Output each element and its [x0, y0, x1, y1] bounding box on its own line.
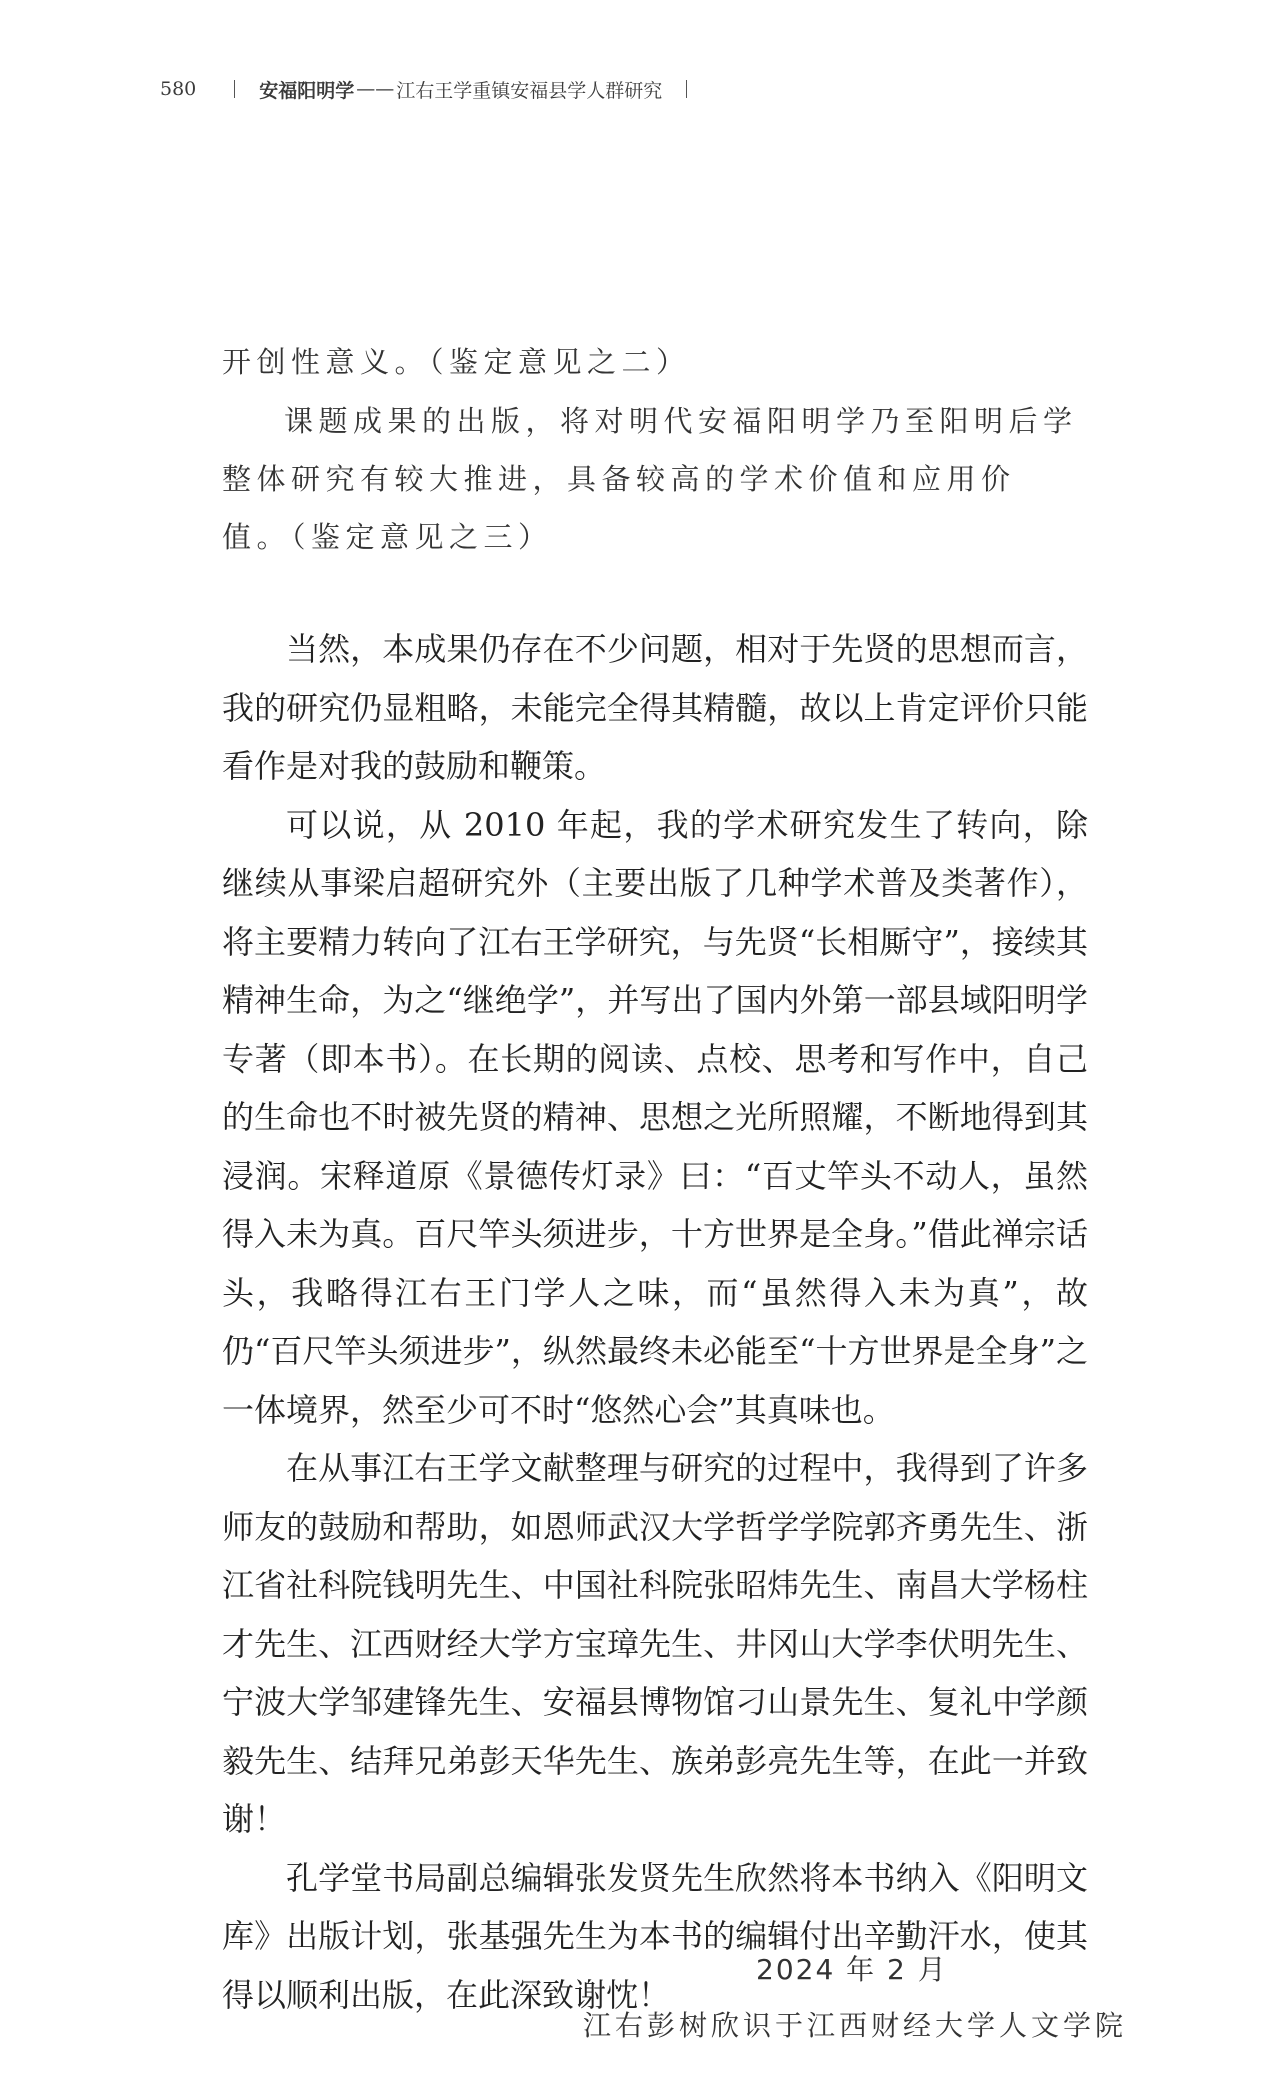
- paragraph-acknowledgements: 在从事江右王学文献整理与研究的过程中，我得到了许多师友的鼓励和帮助，如恩师武汉大学哲学学院郭齐勇先生、浙江省社科院钱明先生、中国社科院张昭炜先生、南昌大学杨柱才先生、江西财经大学方宝璋先生、井冈山大学李伏明先生、宁波大学邹建锋先生、安福县博物馆刁山景先生、复礼中学颜毅先生、结拜兄弟彭天华先生、族弟彭亮先生等，在此一并致谢！: [222, 1449, 1088, 1838]
- page-number: 580: [160, 78, 197, 100]
- paragraph-research-turn: 可以说，从 2010 年起，我的学术研究发生了转向，除继续从事梁启超研究外（主要出版了几种学术普及类著作），将主要精力转向了江右王学研究，与先贤“长相厮守”，接续其精神生命，为之“继绝学”，并写出了国内外第一部县域阳明学专著（即本书）。在长期的阅读、点校、思考和写作中，自己的生命也不时被先贤的精神、思想之光所照耀，不断地得到其浸润。宋释道原《景德传灯录》曰：“百丈竿头不动人，虽然得入未为真。百尺竿头须进步，十方世界是全身。”借此禅宗话头，我略得江右王门学人之味，而“虽然得入未为真”，故仍“百尺竿头须进步”，纵然最终未必能至“十方世界是全身”之一体境界，然至少可不时“悠然心会”其真味也。: [222, 805, 1088, 1429]
- author-signature: 江右彭树欣识于江西财经大学人文学院: [583, 2009, 1128, 2042]
- book-subtitle: 江右王学重镇安福县学人群研究: [396, 79, 663, 102]
- main-text: [222, 620, 1088, 2024]
- quoted-appraisal-2-end: 开创性意义。（鉴定意见之二）: [222, 345, 691, 379]
- quoted-appraisal-3: 课题成果的出版，将对明代安福阳明学乃至阳明后学整体研究有较大推进，具备较高的学术价值和应用价值。（鉴定意见之三）: [222, 404, 1078, 554]
- closing-date: 2024 年 2 月: [756, 1953, 948, 1986]
- header-divider-left: [234, 80, 235, 98]
- paragraph-publisher-thanks: 孔学堂书局副总编辑张发贤先生欣然将本书纳入《阳明文库》出版计划，张基强先生为本书的编辑付出辛勤汗水，使其得以顺利出版，在此深致谢忱！: [222, 1858, 1088, 2014]
- header-divider-right: [686, 80, 687, 98]
- book-title: 安福阳明学: [259, 79, 355, 102]
- running-header: [160, 76, 711, 102]
- title-dash: ——: [356, 78, 395, 100]
- paragraph-shortcomings: 当然，本成果仍存在不少问题，相对于先贤的思想而言，我的研究仍显粗略，未能完全得其精髓，故以上肯定评价只能看作是对我的鼓励和鞭策。: [222, 630, 1088, 785]
